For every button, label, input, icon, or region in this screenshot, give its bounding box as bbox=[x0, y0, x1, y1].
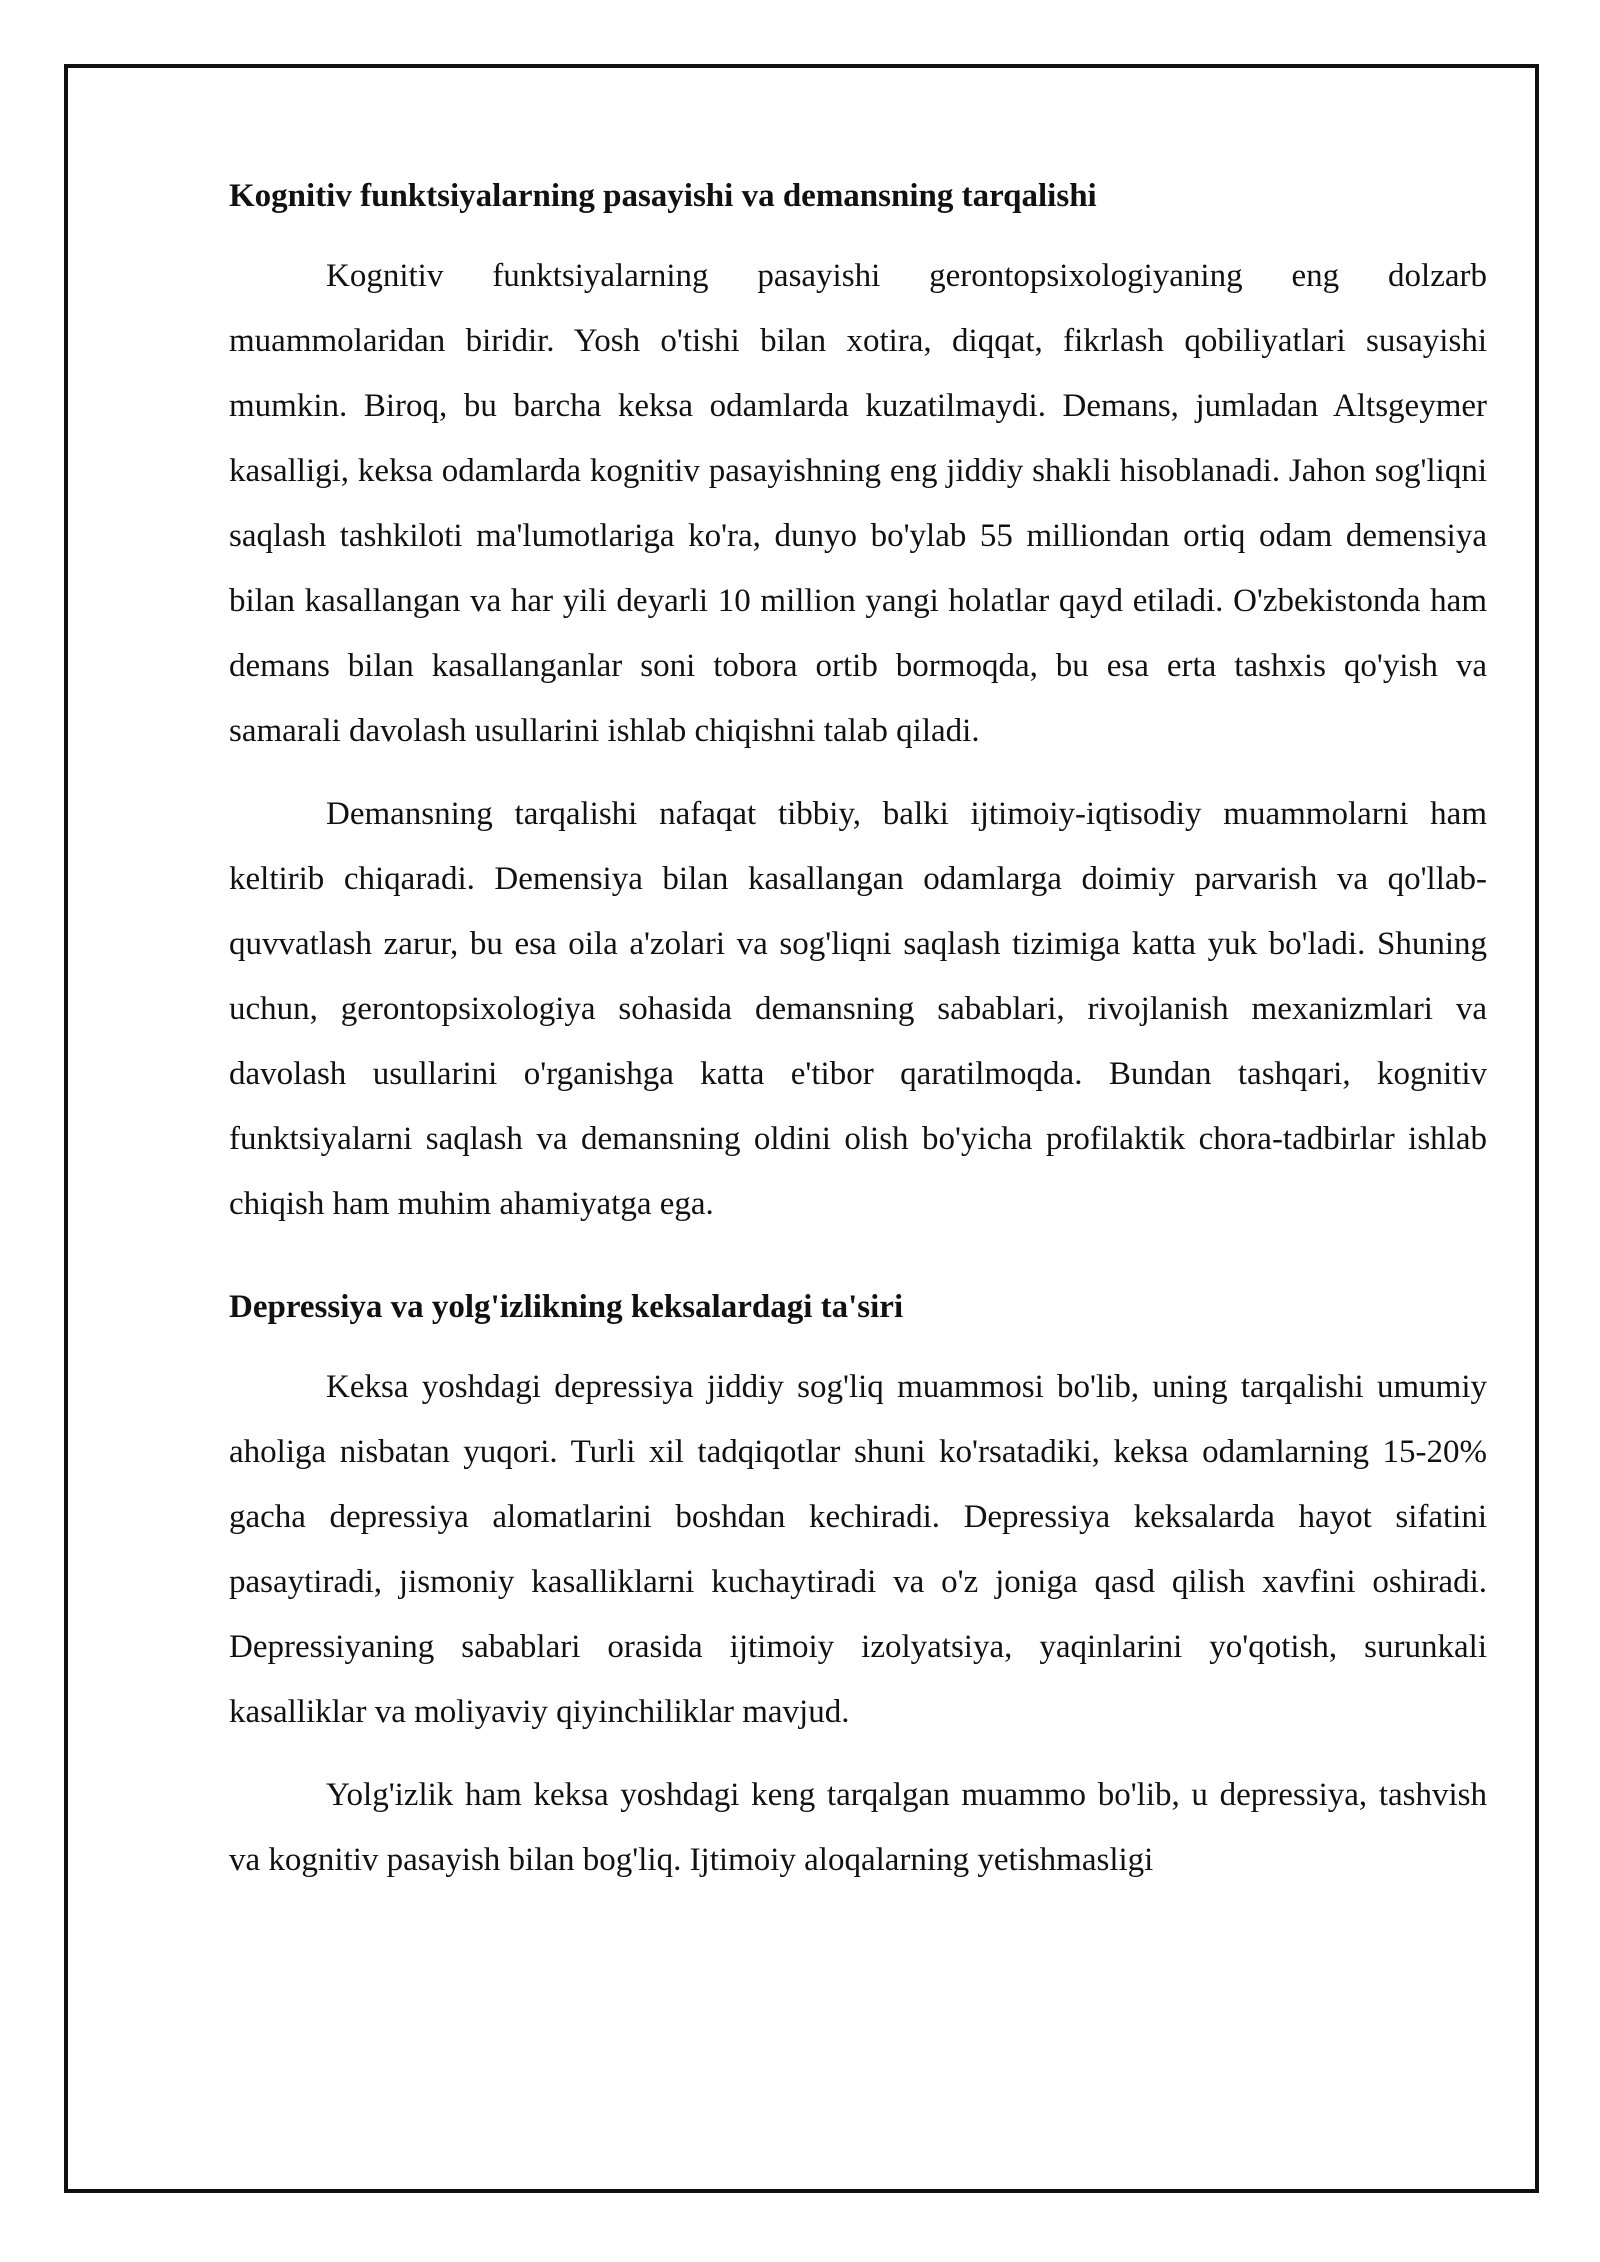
paragraph: Demansning tarqalishi nafaqat tibbiy, balki ijtimoiy-iqtisodiy muammolarni ham keltirib chiqaradi. Demensiya bilan kasallangan odamlarga doimiy parvarish va qo'llab-quvvatlash zarur, bu esa oila a'zolari va sog'liqni saqlash tizimiga katta yuk bo'ladi. Shuning uchun, gerontopsixologiya sohasida demansning sabablari, rivojlanish mexanizmlari va davolash usullarini o'rganishga katta e'tibor qaratilmoqda. Bundan tashqari, kognitiv funktsiyalarni saqlash va demansning oldini olish bo'yicha profilaktik chora-tadbirlar ishlab chiqish ham muhim ahamiyatga ega. bbox=[229, 796, 1487, 1222]
document-body bbox=[229, 172, 1487, 1911]
paragraph: Yolg'izlik ham keksa yoshdagi keng tarqalgan muammo bo'lib, u depressiya, tashvish va kognitiv pasayish bilan bog'liq. Ijtimoiy aloqalarning yetishmasligi bbox=[229, 1777, 1487, 1878]
paragraph: Kognitiv funktsiyalarning pasayishi gerontopsixologiyaning eng dolzarb muammolaridan biridir. Yosh o'tishi bilan xotira, diqqat, fikrlash qobiliyatlari susayishi mumkin. Biroq, bu barcha keksa odamlarda kuzatilmaydi. Demans, jumladan Altsgeymer kasalligi, keksa odamlarda kognitiv pasayishning eng jiddiy shakli hisoblanadi. Jahon sog'liqni saqlash tashkiloti ma'lumotlariga ko'ra, dunyo bo'ylab 55 milliondan ortiq odam demensiya bilan kasallangan va har yili deyarli 10 million yangi holatlar qayd etiladi. O'zbekistonda ham demans bilan kasallanganlar soni tobora ortib bormoqda, bu esa erta tashxis qo'yish va samarali davolash usullarini ishlab chiqishni talab qiladi. bbox=[229, 258, 1487, 749]
section-heading: Kognitiv funktsiyalarning pasayishi va demansning tarqalishi bbox=[229, 178, 1097, 214]
section-heading: Depressiya va yolg'izlikning keksalardagi ta'siri bbox=[229, 1289, 904, 1325]
paragraph: Keksa yoshdagi depressiya jiddiy sog'liq muammosi bo'lib, uning tarqalishi umumiy aholiga nisbatan yuqori. Turli xil tadqiqotlar shuni ko'rsatadiki, keksa odamlarning 15-20% gacha depressiya alomatlarini boshdan kechiradi. Depressiya keksalarda hayot sifatini pasaytiradi, jismoniy kasalliklarni kuchaytiradi va o'z joniga qasd qilish xavfini oshiradi. Depressiyaning sabablari orasida ijtimoiy izolyatsiya, yaqinlarini yo'qotish, surunkali kasalliklar va moliyaviy qiyinchiliklar mavjud. bbox=[229, 1369, 1487, 1730]
